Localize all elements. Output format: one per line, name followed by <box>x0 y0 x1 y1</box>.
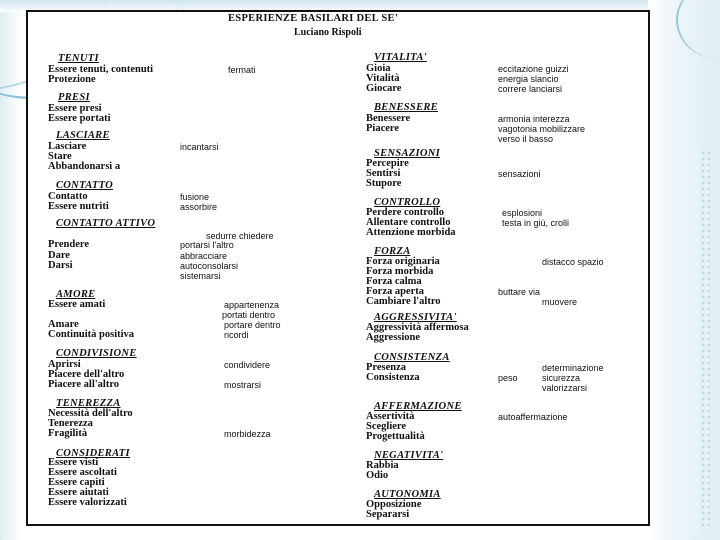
item-tenerezza-3: Fragilità <box>48 428 88 439</box>
heading-consistenza: CONSISTENZA <box>374 352 450 363</box>
item-sensazioni-3: Stupore <box>366 178 402 189</box>
heading-controllo: CONTROLLO <box>374 197 441 208</box>
note-benessere-3: verso il basso <box>498 134 554 144</box>
note-amore-3: portare dentro <box>224 320 281 330</box>
item-controllo-1: Perdere controllo <box>366 207 445 218</box>
note-sensazioni-1: sensazioni <box>498 169 541 179</box>
item-presi-2: Essere portati <box>48 113 111 124</box>
scanned-document <box>26 10 650 526</box>
heading-affermazione: AFFERMAZIONE <box>374 401 462 412</box>
item-contatto-1: Contatto <box>48 191 88 202</box>
slide-dot-pattern <box>700 150 712 530</box>
item-amore-2: Amare <box>48 319 79 330</box>
item-consistenza-1: Presenza <box>366 362 407 373</box>
item-sensazioni-1: Percepire <box>366 158 409 169</box>
item-condivisione-3: Piacere all'altro <box>48 379 120 390</box>
note-contatto-attivo-2: portarsi l'altro <box>180 240 234 250</box>
note-forza-2: buttare via <box>498 287 541 297</box>
item-affermazione-2: Scegliere <box>366 421 407 432</box>
heading-forza: FORZA <box>374 246 411 257</box>
note-benessere-1: armonia interezza <box>498 114 570 124</box>
item-tenerezza-2: Tenerezza <box>48 418 93 429</box>
note-lasciare-1: incantarsi <box>180 142 219 152</box>
item-contatto-2: Essere nutriti <box>48 201 109 212</box>
heading-contatto: CONTATTO <box>56 180 114 191</box>
item-affermazione-1: Assertività <box>366 411 415 422</box>
note-controllo-1: esplosioni <box>502 208 543 218</box>
heading-sensazioni: SENSAZIONI <box>374 148 441 159</box>
item-consistenza-2: Consistenza <box>366 372 420 383</box>
heading-autonomia: AUTONOMIA <box>374 489 441 500</box>
item-negativita-1: Rabbia <box>366 460 399 471</box>
note-vitalita-3: correre lanciarsi <box>498 84 563 94</box>
heading-negativita: NEGATIVITA' <box>374 450 444 461</box>
note-amore-4: ricordi <box>224 330 249 340</box>
heading-aggressivita: AGGRESSIVITA' <box>374 312 457 323</box>
item-amore-1: Essere amati <box>48 299 106 310</box>
item-vitalita-3: Giocare <box>366 83 402 94</box>
note-consistenza-4: valorizzarsi <box>542 383 588 393</box>
note-condivisione-2: mostrarsi <box>224 380 262 390</box>
note-contatto-attivo-1: sedurre chiedere <box>206 231 274 241</box>
note-contatto-attivo-4: autoconsolarsi <box>180 261 239 271</box>
note-contatto-1: fusione <box>180 192 210 202</box>
note-benessere-2: vagotonia mobilizzare <box>498 124 586 134</box>
note-vitalita-2: energia slancio <box>498 74 559 84</box>
heading-condivisione: CONDIVISIONE <box>56 348 137 359</box>
item-condivisione-1: Aprirsi <box>48 359 81 370</box>
note-contatto-2: assorbire <box>180 202 218 212</box>
item-amore-3: Continuità positiva <box>48 329 135 340</box>
item-forza-1: Forza originaria <box>366 256 440 267</box>
item-aggressivita-2: Aggressione <box>366 332 421 343</box>
item-considerati-2: Essere ascoltati <box>48 467 117 478</box>
item-autonomia-1: Opposizione <box>366 499 422 510</box>
heading-vitalita: VITALITA' <box>374 52 427 63</box>
note-amore-1: appartenenza <box>224 300 280 310</box>
item-considerati-4: Essere aiutati <box>48 487 109 498</box>
item-tenerezza-1: Necessità dell'altro <box>48 408 133 419</box>
note-affermazione-1: autoaffermazione <box>498 412 568 422</box>
item-lasciare-3: Abbandonarsi a <box>48 161 121 172</box>
item-forza-2: Forza morbida <box>366 266 434 277</box>
note-consistenza-2: determinazione <box>542 363 604 373</box>
item-vitalita-2: Vitalità <box>366 73 400 84</box>
item-forza-4: Forza aperta <box>366 286 425 297</box>
heading-considerati: CONSIDERATI <box>56 448 130 459</box>
item-autonomia-2: Separarsi <box>366 509 410 520</box>
item-controllo-3: Attenzione morbida <box>366 227 456 238</box>
item-presi-1: Essere presi <box>48 103 102 114</box>
item-contatto-attivo-1: Prendere <box>48 239 90 250</box>
note-amore-2: portati dentro <box>222 310 276 320</box>
item-lasciare-1: Lasciare <box>48 141 87 152</box>
note-consistenza-1: peso <box>498 373 518 383</box>
note-condivisione-1: condividere <box>224 360 271 370</box>
item-sensazioni-2: Sentirsi <box>366 168 401 179</box>
note-controllo-2: testa in giù, crolli <box>502 218 570 228</box>
item-lasciare-2: Stare <box>48 151 72 162</box>
item-benessere-1: Benessere <box>366 113 411 124</box>
heading-tenerezza: TENEREZZA <box>56 398 121 409</box>
item-forza-5: Cambiare l'altro <box>366 296 441 307</box>
item-affermazione-3: Progettualità <box>366 431 425 442</box>
note-tenerezza-1: morbidezza <box>224 429 271 439</box>
item-considerati-5: Essere valorizzati <box>48 497 127 508</box>
note-vitalita-1: eccitazione guizzi <box>498 64 569 74</box>
item-contatto-attivo-3: Darsi <box>48 260 73 271</box>
item-benessere-2: Piacere <box>366 123 400 134</box>
heading-benessere: BENESSERE <box>374 102 438 113</box>
note-forza-3: muovere <box>542 297 578 307</box>
item-tenuti-2: Protezione <box>48 74 96 85</box>
note-tenuti-1: fermati <box>228 65 256 75</box>
heading-contatto-attivo: CONTATTO ATTIVO <box>56 218 156 229</box>
document-author: Luciano Rispoli <box>294 27 362 38</box>
item-considerati-3: Essere capiti <box>48 477 105 488</box>
item-controllo-2: Allentare controllo <box>366 217 451 228</box>
heading-lasciare: LASCIARE <box>56 130 110 141</box>
heading-tenuti: TENUTI <box>58 53 99 64</box>
heading-presi: PRESI <box>58 92 90 103</box>
note-contatto-attivo-5: sistemarsi <box>180 271 221 281</box>
item-negativita-2: Odio <box>366 470 389 481</box>
item-vitalita-1: Gioia <box>366 63 391 74</box>
document-title: ESPERIENZE BASILARI DEL SE' <box>228 13 399 24</box>
item-condivisione-2: Piacere dell'altro <box>48 369 125 380</box>
item-aggressivita-1: Aggressività affermosa <box>366 322 469 333</box>
note-forza-1: distacco spazio <box>542 257 604 267</box>
item-tenuti-1: Essere tenuti, contenuti <box>48 64 154 75</box>
note-consistenza-3: sicurezza <box>542 373 581 383</box>
note-contatto-attivo-3: abbracciare <box>180 251 228 261</box>
item-forza-3: Forza calma <box>366 276 422 287</box>
item-contatto-attivo-2: Dare <box>48 250 70 261</box>
heading-amore: AMORE <box>56 289 96 300</box>
item-considerati-1: Essere visti <box>48 457 99 468</box>
